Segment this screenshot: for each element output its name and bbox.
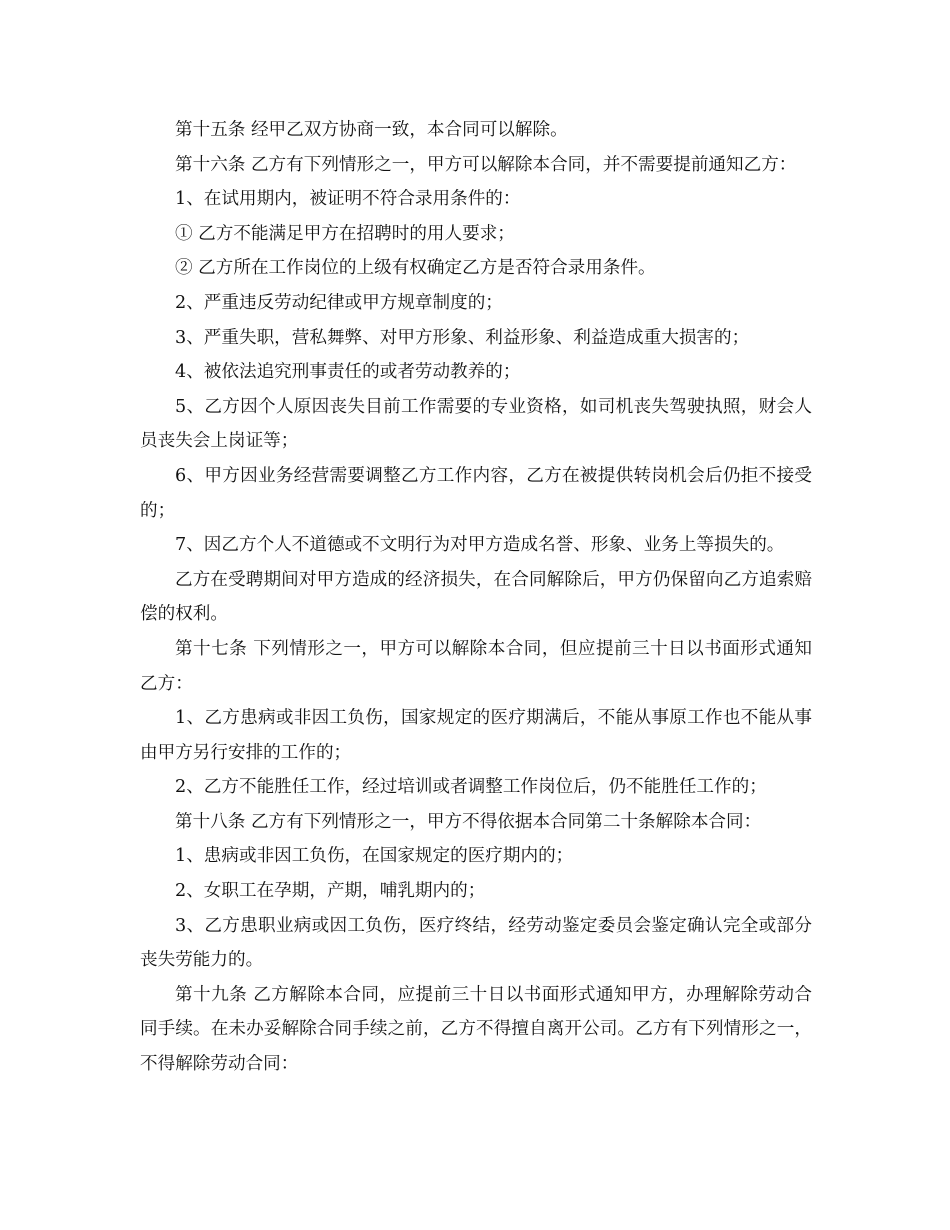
clause-18-item-3: 3、乙方患职业病或因工负伤，医疗终结，经劳动鉴定委员会鉴定确认完全或部分丧失劳能力的。 <box>140 915 812 971</box>
clause-16-item-1-sub-1: ① 乙方不能满足甲方在招聘时的用人要求； <box>175 223 515 244</box>
clause-15: 第十五条 经甲乙双方协商一致，本合同可以解除。 <box>175 120 568 140</box>
clause-16-item-2: 2、严重违反劳动纪律或甲方规章制度的； <box>175 292 503 313</box>
clause-17: 第十七条 下列情形之一，甲方可以解除本合同，但应提前三十日以书面形式通知乙方： <box>140 638 812 694</box>
contract-body <box>140 113 812 1082</box>
clause-16-item-1: 1、在试用期内，被证明不符合录用条件的： <box>175 189 521 210</box>
clause-16-item-6: 6、甲方因业务经营需要调整乙方工作内容，乙方在被提供转岗机会后仍拒不接受的； <box>140 465 812 521</box>
clause-16: 第十六条 乙方有下列情形之一，甲方可以解除本合同，并不需要提前通知乙方： <box>175 154 797 175</box>
clause-18-item-2: 2、女职工在孕期，产期，哺乳期内的； <box>175 881 486 902</box>
clause-17-item-2: 2、乙方不能胜任工作，经过培训或者调整工作岗位后，仍不能胜任工作的； <box>175 777 767 798</box>
clause-16-item-5: 5、乙方因个人原因丧失目前工作需要的专业资格，如司机丧失驾驶执照，财会人员丧失会上岗证等； <box>140 396 812 452</box>
clause-16-item-3: 3、严重失职，营私舞弊、对甲方形象、利益形象、利益造成重大损害的； <box>175 327 750 348</box>
clause-16-note: 乙方在受聘期间对甲方造成的经济损失，在合同解除后，甲方仍保留向乙方追索赔偿的权利。 <box>140 569 812 625</box>
clause-17-item-1: 1、乙方患病或非因工负伤，国家规定的医疗期满后，不能从事原工作也不能从事由甲方另行安排的工作的； <box>140 708 812 763</box>
clause-19: 第十九条 乙方解除本合同，应提前三十日以书面形式通知甲方，办理解除劳动合同手续。在未办妥解除合同手续之前，乙方不得擅自离开公司。乙方有下列情形之一，不得解除劳动合同： <box>140 984 812 1075</box>
clause-18-item-1: 1、患病或非因工负伤，在国家规定的医疗期内的； <box>175 846 574 867</box>
clause-18: 第十八条 乙方有下列情形之一，甲方不得依据本合同第二十条解除本合同： <box>175 811 762 832</box>
clause-16-item-7: 7、因乙方个人不道德或不文明行为对甲方造成名誉、形象、业务上等损失的。 <box>175 535 785 556</box>
clause-16-item-1-sub-2: ② 乙方所在工作岗位的上级有权确定乙方是否符合录用条件。 <box>175 258 656 279</box>
clause-16-item-4: 4、被依法追究刑事责任的或者劳动教养的； <box>175 362 521 383</box>
